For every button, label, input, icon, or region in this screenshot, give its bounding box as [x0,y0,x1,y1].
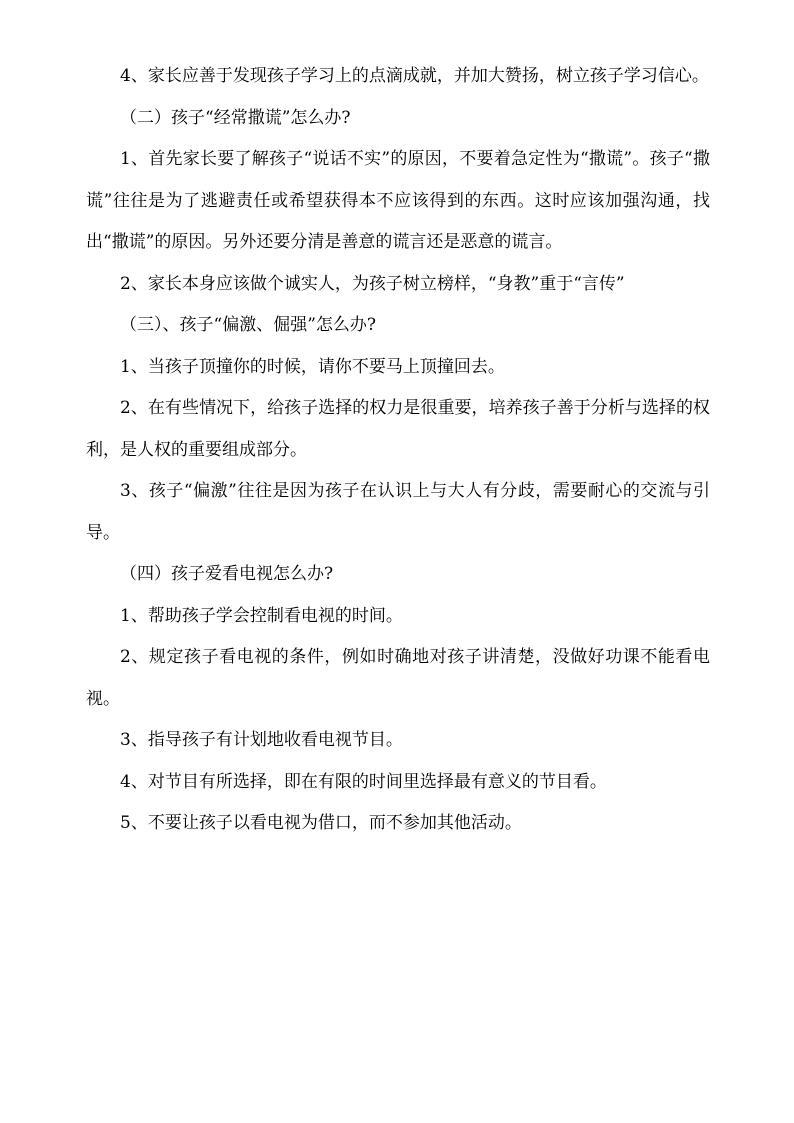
document-body [86,56,710,845]
paragraph-right-to-choose: 2、在有些情况下，给孩子选择的权力是很重要，培养孩子善于分析与选择的权利，是人权的重要组成部分。 [86,398,710,460]
paragraph-planned-viewing: 3、指导孩子有计划地收看电视节目。 [120,730,403,750]
paragraph-no-tv-excuse: 5、不要让孩子以看电视为借口，而不参加其他活动。 [120,813,522,833]
paragraph-control-tv-time: 1、帮助孩子学会控制看电视的时间。 [120,605,403,626]
paragraph-be-honest-example: 2、家长本身应该做个诚实人，为孩子树立榜样，“身教”重于“言传” [120,273,625,294]
section-heading-stubborn: （三）、孩子“偏激、倔强”怎么办? [120,315,376,335]
paragraph-praise-achievements: 4、家长应善于发现孩子学习上的点滴成就，并加大赞扬，树立孩子学习信心。 [120,66,709,86]
paragraph-tv-conditions: 2、规定孩子看电视的条件，例如时确地对孩子讲清楚，没做好功课不能看电视。 [86,647,710,709]
paragraph-understand-reasons: 1、首先家长要了解孩子“说话不实”的原因，不要着急定性为“撒谎”。孩子“撒谎”往往是为了逃避责任或希望获得本不应该得到的东西。这时应该加强沟通，找出“撒谎”的原因。另外还要分清是善意的谎言还是恶意的谎言。 [86,149,710,252]
paragraph-select-programs: 4、对节目有所选择，即在有限的时间里选择最有意义的节目看。 [120,771,607,792]
section-heading-tv: （四）孩子爱看电视怎么办? [120,564,334,584]
section-heading-lying: （二）孩子“经常撒谎”怎么办? [120,107,351,128]
paragraph-dont-argue-back: 1、当孩子顶撞你的时候，请你不要马上顶撞回去。 [120,356,505,377]
paragraph-patient-communication: 3、孩子“偏激”往往是因为孩子在认识上与大人有分歧，需要耐心的交流与引导。 [86,481,710,543]
